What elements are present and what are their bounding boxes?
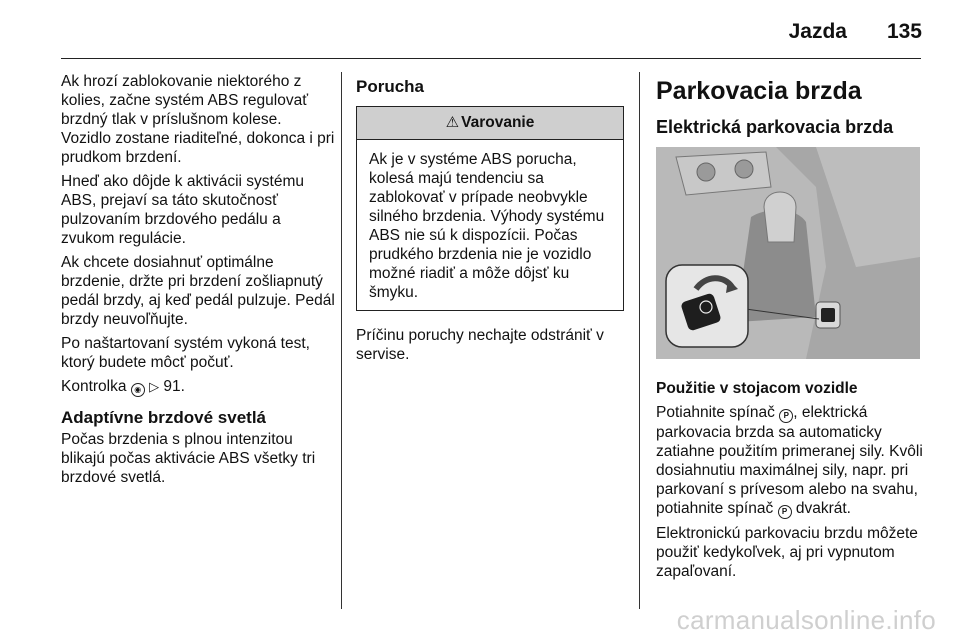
usage-title: Použitie v stojacom vozidle <box>656 380 858 397</box>
abs-indicator-reference <box>61 377 335 397</box>
text-run: dvakrát. <box>795 500 851 517</box>
section-heading: Porucha <box>356 77 425 96</box>
reference-arrow-icon: ▷ <box>149 379 160 394</box>
column-divider-1 <box>341 72 342 609</box>
warning-box <box>356 106 624 311</box>
reference-label: Kontrolka <box>61 378 127 395</box>
parking-brake-switch-icon: P <box>779 409 793 423</box>
text-run: , elektrická parkovacia brzda sa automaticky zatiahne použitím primeranej sily. Kvôli dosiahnutiu maximálnej sily, napr. pri parkovaní s prívesom alebo na svahu, potiahnite spínač <box>656 404 923 517</box>
paragraph: Príčinu poruchy nechajte odstrániť v servise. <box>356 327 604 363</box>
warning-header <box>357 107 623 140</box>
parking-brake-switch-icon: P <box>778 505 792 519</box>
warning-triangle-icon: ⚠ <box>445 114 460 131</box>
column-right <box>656 72 924 586</box>
chapter-heading: Parkovacia brzda <box>656 77 862 105</box>
paragraph <box>656 403 924 519</box>
header-divider <box>61 58 921 59</box>
paragraph: Po naštartovaní systém vykoná test, ktorý budete môcť počuť. <box>61 335 310 371</box>
watermark: carmanualsonline.info <box>676 605 936 635</box>
column-divider-2 <box>639 72 640 609</box>
text-run: Potiahnite spínač <box>656 404 775 421</box>
paragraph: Elektronickú parkovaciu brzdu môžete použiť kedykoľvek, aj pri vypnutom zapaľovaní. <box>656 525 918 580</box>
paragraph: Hneď ako dôjde k aktivácii systému ABS, prejaví sa táto skutočnosť pulzovaním brzdového pedálu a zvukom regulácie. <box>61 173 304 247</box>
paragraph: Ak chcete dosiahnuť optimálne brzdenie, držte pri brzdení zošliapnutý pedál brzdy, aj keď pedál pulzuje. Pedál brzdy neuvoľňujte. <box>61 254 335 328</box>
abs-warning-icon: ◉ <box>131 383 145 397</box>
console-drawing <box>656 147 920 359</box>
column-middle <box>356 72 624 369</box>
paragraph: Počas brzdenia s plnou intenzitou blikajú počas aktivácie ABS všetky tri brzdové svetlá. <box>61 431 316 486</box>
warning-body <box>357 140 623 310</box>
parking-brake-illustration <box>656 147 920 359</box>
section-heading: Adaptívne brzdové svetlá <box>61 408 267 427</box>
page-title: Jazda <box>788 20 847 43</box>
warning-text: Ak je v systéme ABS porucha, kolesá majú tendenciu sa zablokovať v prípade neobvykle silného brzdenia. Výhody systému ABS nie sú k dispozícii. Počas prudkého brzdenia nie je vozidlo možné riadiť a môže dôjsť ku šmyku. <box>369 151 605 301</box>
page-reference[interactable]: 91. <box>163 378 185 395</box>
subsection-heading: Elektrická parkovacia brzda <box>656 117 894 137</box>
page-number: 135 <box>886 20 922 43</box>
column-left <box>61 72 335 492</box>
paragraph: Ak hrozí zablokovanie niektorého z kolies, začne systém ABS regulovať brzdný tlak v príslušnom kolese. Vozidlo zostane riaditeľné, dokonca i pri prudkom brzdení. <box>61 73 335 166</box>
warning-title: Varovanie <box>461 114 535 131</box>
